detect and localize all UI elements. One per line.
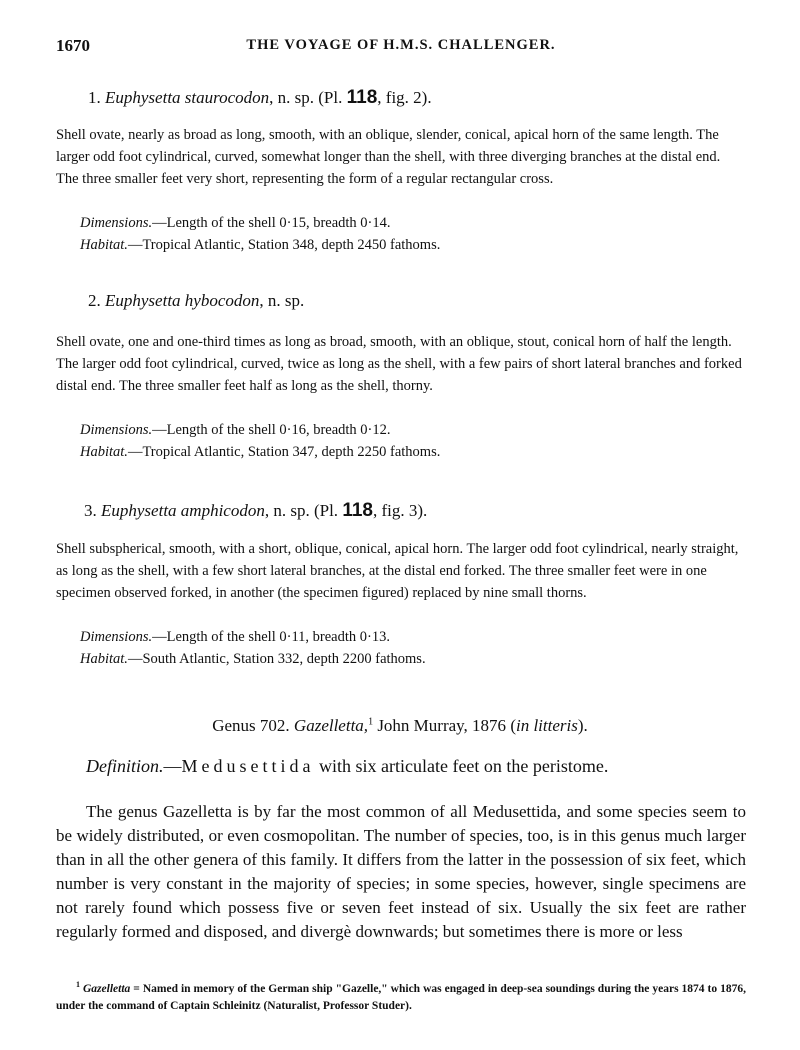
genus-note: in litteris	[515, 716, 578, 735]
species-number: 1.	[88, 88, 101, 107]
habitat-value: —Tropical Atlantic, Station 348, depth 2450 fathoms.	[127, 237, 441, 253]
habitat-label: Habitat.	[80, 651, 128, 667]
species-suffix: , n. sp. (Pl.	[264, 501, 343, 520]
species-number: 3.	[84, 501, 97, 520]
habitat-label: Habitat.	[80, 237, 128, 253]
genus-number: Genus 702.	[212, 716, 290, 735]
species-2-title	[88, 291, 304, 311]
definition-label: Definition.	[86, 756, 164, 776]
figure-reference: , fig. 2).	[377, 88, 432, 107]
footnote-term: Gazelletta	[83, 982, 131, 995]
species-name: Euphysetta staurocodon	[105, 88, 270, 107]
footnote-text: = Named in memory of the German ship "Gazelle," which was engaged in deep-sea soundings during the years 1874 to 1876, under the command of Captain Schleinitz (Naturalist, Professor Studer).	[56, 982, 746, 1012]
figure-reference: , fig. 3).	[372, 501, 428, 520]
footnote-reference: 1	[368, 716, 374, 728]
dimensions-line	[80, 419, 740, 441]
description-text: Shell subspherical, smooth, with a short, oblique, conical, apical horn. The larger odd foot cylindrical, nearly straight, as long as the shell, with a few short lateral branches, at the distal end forked. The three smaller feet were in one specimen observed forked, in another (the specimen figured) replaced by nine small thorns.	[56, 541, 739, 601]
genus-body	[56, 800, 746, 944]
species-suffix: , n. sp. (Pl.	[269, 88, 347, 107]
footnote-mark: 1	[76, 980, 80, 989]
dimensions-value: —Length of the shell 0·16, breadth 0·12.	[152, 422, 391, 438]
species-1-title	[88, 87, 432, 109]
dimensions-label: Dimensions.	[80, 215, 153, 231]
dimensions-value: —Length of the shell 0·11, breadth 0·13.	[152, 629, 390, 645]
species-2-description	[56, 331, 746, 397]
running-title: THE VOYAGE OF H.M.S. CHALLENGER.	[246, 37, 556, 53]
definition-group: Medusettida	[181, 756, 315, 776]
page-header	[56, 36, 746, 60]
dimensions-line	[80, 212, 740, 234]
species-1-description	[56, 124, 746, 190]
body-paragraph: The genus Gazelletta is by far the most common of all Medusettida, and some species seem to be widely distributed, or even cosmopolitan. The number of species, too, is in this genus much larger than in all the other genera of this family. It differs from the latter in the possession of six feet, which number is very constant in the majority of species; in some species, however, single specimens are not rarely found which possess five or seven feet instead of six. Usually the six feet are rather regularly formed and disposed, and divergè downwards; but sometimes there is more or less	[56, 802, 746, 941]
species-2-meta	[80, 419, 740, 463]
genus-heading	[0, 716, 800, 736]
species-3-title	[84, 500, 427, 522]
species-number: 2.	[88, 291, 101, 310]
page-number: 1670	[56, 36, 90, 55]
habitat-line	[80, 441, 740, 463]
habitat-label: Habitat.	[80, 444, 128, 460]
species-name: Euphysetta hybocodon	[105, 291, 260, 310]
plate-number: 118	[346, 87, 378, 108]
species-name: Euphysetta amphicodon	[101, 501, 265, 520]
habitat-line	[80, 234, 740, 256]
species-3-meta	[80, 626, 740, 670]
definition-dash: —	[163, 756, 182, 776]
habitat-value: —South Atlantic, Station 332, depth 2200 fathoms.	[127, 651, 426, 667]
description-text: Shell ovate, nearly as broad as long, smooth, with an oblique, slender, conical, apical horn of the same length. The larger odd foot cylindrical, curved, somewhat longer than the shell, with three diverging branches at the distal end. The three smaller feet very short, representing the form of a regular rectangular cross.	[56, 127, 721, 187]
genus-note-close: ).	[577, 716, 588, 735]
dimensions-line	[80, 626, 740, 648]
footnote	[56, 976, 746, 1015]
species-1-meta	[80, 212, 740, 256]
species-suffix: , n. sp.	[259, 291, 305, 310]
dimensions-label: Dimensions.	[80, 629, 153, 645]
description-text: Shell ovate, one and one-third times as long as broad, smooth, with an oblique, stout, conical horn of half the length. The larger odd foot cylindrical, curved, twice as long as the shell, with a few pairs of short lateral branches and forked distal end. The three smaller feet half as long as the shell, thorny.	[56, 334, 742, 394]
dimensions-value: —Length of the shell 0·15, breadth 0·14.	[152, 215, 391, 231]
habitat-value: —Tropical Atlantic, Station 347, depth 2250 fathoms.	[127, 444, 441, 460]
genus-name: Gazelletta,	[293, 716, 369, 735]
dimensions-label: Dimensions.	[80, 422, 153, 438]
genus-author: John Murray, 1876	[373, 716, 511, 735]
species-3-description	[56, 538, 746, 604]
definition-text: with six articulate feet on the peristome.	[314, 756, 609, 776]
plate-number: 118	[342, 500, 373, 521]
genus-note-open: (	[510, 716, 516, 735]
habitat-line	[80, 648, 740, 670]
genus-definition	[86, 756, 608, 777]
